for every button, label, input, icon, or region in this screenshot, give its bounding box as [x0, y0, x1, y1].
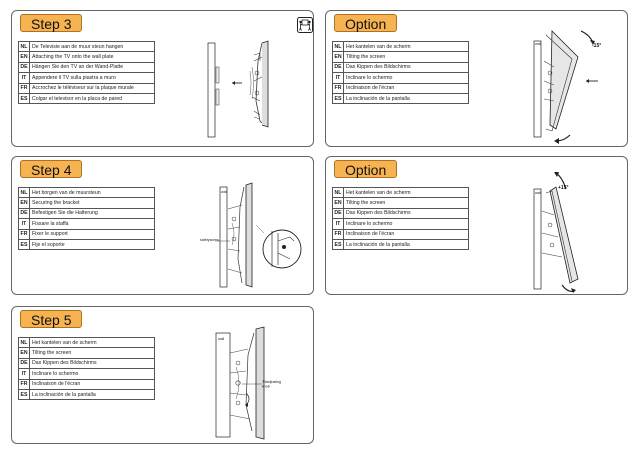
- wall-label: wall: [535, 42, 542, 46]
- step5-mounting-diagram: [208, 319, 308, 441]
- table-row: IT Fissare la staffa: [19, 219, 155, 229]
- table-row: FR Inclinaison de l'écran: [19, 379, 155, 389]
- tilt-plus-diagram: [522, 167, 622, 293]
- table-row: ES La inclinación de la pantalla: [19, 389, 155, 399]
- table-row: NL Het kantelen van de scherm: [333, 188, 469, 198]
- option-tilt-minus-table: [332, 41, 469, 104]
- table-row: ES La inclinación de la pantalla: [333, 239, 469, 249]
- table-row: IT Inclinare lo schermo: [333, 73, 469, 83]
- table-row: EN Securing the bracket: [19, 198, 155, 208]
- step4-panel: [11, 156, 314, 295]
- step4-badge: Step 4: [20, 160, 82, 178]
- step5-language-table: [18, 337, 155, 400]
- table-row: FR Accrochez le téléviseur sur la plaque murale: [19, 83, 155, 93]
- table-row: ES La inclinación de la pantalla: [333, 93, 469, 103]
- table-row: IT Inclinare lo schermo: [19, 369, 155, 379]
- step3-language-table: [18, 41, 155, 104]
- step5-badge: Step 5: [20, 310, 82, 328]
- option-tilt-plus-table: [332, 187, 469, 250]
- option-badge: Option: [334, 160, 397, 178]
- table-row: EN Tilting the screen: [333, 52, 469, 62]
- option-tilt-minus-panel: [325, 10, 628, 147]
- wall-label: wall: [221, 190, 228, 194]
- table-row: FR Fixer le support: [19, 229, 155, 239]
- table-row: DE Das Kippen des Bildschirms: [19, 358, 155, 368]
- table-row: EN Attaching the TV onto the wall plate: [19, 52, 155, 62]
- table-row: IT Appendere il TV sulla piastra a muro: [19, 73, 155, 83]
- table-row: IT Inclinare lo schermo: [333, 219, 469, 229]
- table-row: EN Tilting the screen: [333, 198, 469, 208]
- step3-badge: Step 3: [20, 14, 82, 32]
- table-row: NL Het kantelen van de scherm: [333, 42, 469, 52]
- table-row: DE Das Kippen des Bildschirms: [333, 208, 469, 218]
- table-row: NL Het kantelen van de scherm: [19, 338, 155, 348]
- table-row: DE Das Kippen des Bildschirms: [333, 62, 469, 72]
- option-badge: Option: [334, 14, 397, 32]
- step4-mounting-diagram: [198, 179, 308, 293]
- wall-label: wall: [535, 191, 542, 195]
- step5-panel: [11, 306, 314, 444]
- tilt-knob-label-line2: knob: [262, 384, 270, 389]
- table-row: ES Fije el soporte: [19, 239, 155, 249]
- wall-label: wall: [218, 337, 225, 341]
- table-row: ES Colgar el televisor en la placa de pared: [19, 93, 155, 103]
- tilt-knob-label-line1: Tiltadjusting: [262, 380, 282, 384]
- step3-panel: [11, 10, 314, 147]
- option-tilt-plus-panel: [325, 156, 628, 295]
- safetyscrew-label: safetyscrew: [200, 238, 219, 242]
- step3-mounting-diagram: [202, 31, 292, 143]
- table-row: DE Befestigen Sie die Halterung: [19, 208, 155, 218]
- angle-label: -15°: [592, 43, 602, 49]
- tilt-minus-diagram: [526, 21, 626, 147]
- table-row: NL Het borgen van de muursteun: [19, 188, 155, 198]
- step4-language-table: [18, 187, 155, 250]
- two-person-icon: [297, 17, 313, 33]
- table-row: EN Tilting the screen: [19, 348, 155, 358]
- angle-label: +15°: [558, 185, 569, 191]
- table-row: NL De Televisie aan de muur steun hangen: [19, 42, 155, 52]
- table-row: DE Hängen Sie den TV an der Wand-Platte: [19, 62, 155, 72]
- table-row: FR Inclinaison de l'écran: [333, 83, 469, 93]
- table-row: FR Inclinaison de l'écran: [333, 229, 469, 239]
